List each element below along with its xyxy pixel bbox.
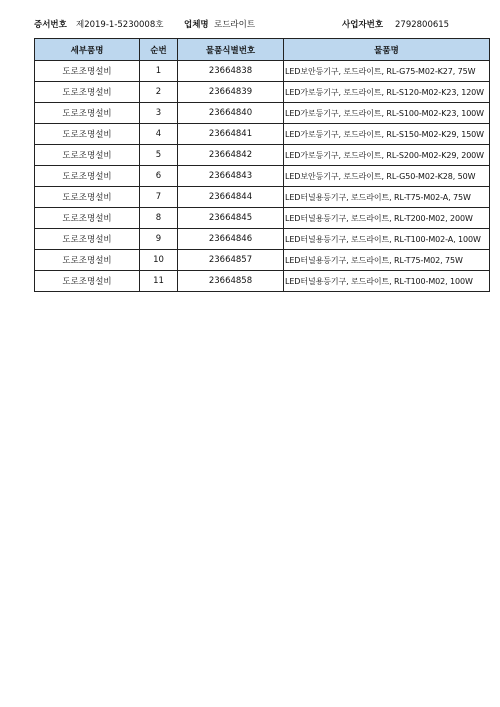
cell-seq: 9 (140, 229, 178, 250)
cell-seq: 8 (140, 208, 178, 229)
cell-item-id: 23664844 (178, 187, 284, 208)
column-header-id: 물품식별번호 (178, 39, 284, 61)
cell-seq: 6 (140, 166, 178, 187)
document-header (34, 18, 490, 32)
table-row (35, 208, 490, 229)
table-row (35, 124, 490, 145)
cell-category: 도로조명설비 (35, 82, 140, 103)
business-number-value: 2792800615 (395, 20, 450, 30)
certificate-number-value: 제2019-1-5230008호 (76, 20, 164, 30)
cell-item-id: 23664842 (178, 145, 284, 166)
cell-item-name: LED터널용등기구, 로드라이트, RL-T100-M02, 100W (284, 271, 490, 292)
cell-category: 도로조명설비 (35, 208, 140, 229)
cell-category: 도로조명설비 (35, 166, 140, 187)
cell-category: 도로조명설비 (35, 187, 140, 208)
table-row (35, 145, 490, 166)
cell-seq: 2 (140, 82, 178, 103)
company-name-label: 업체명 (184, 20, 209, 30)
table-row (35, 103, 490, 124)
cell-item-name: LED가로등기구, 로드라이트, RL-S150-M02-K29, 150W (284, 124, 490, 145)
cell-category: 도로조명설비 (35, 229, 140, 250)
cell-item-id: 23664846 (178, 229, 284, 250)
cell-category: 도로조명설비 (35, 61, 140, 82)
cell-item-id: 23664858 (178, 271, 284, 292)
cell-item-name: LED터널용등기구, 로드라이트, RL-T100-M02-A, 100W (284, 229, 490, 250)
table-row (35, 61, 490, 82)
cell-item-name: LED터널용등기구, 로드라이트, RL-T75-M02, 75W (284, 250, 490, 271)
cell-seq: 3 (140, 103, 178, 124)
cell-seq: 1 (140, 61, 178, 82)
cell-category: 도로조명설비 (35, 250, 140, 271)
table-row (35, 166, 490, 187)
cell-item-id: 23664845 (178, 208, 284, 229)
table-body (35, 61, 490, 292)
cell-item-id: 23664857 (178, 250, 284, 271)
cell-seq: 10 (140, 250, 178, 271)
cell-seq: 11 (140, 271, 178, 292)
cell-seq: 7 (140, 187, 178, 208)
cell-item-id: 23664838 (178, 61, 284, 82)
cell-item-name: LED터널용등기구, 로드라이트, RL-T200-M02, 200W (284, 208, 490, 229)
cell-category: 도로조명설비 (35, 145, 140, 166)
cell-item-id: 23664843 (178, 166, 284, 187)
cell-item-id: 23664839 (178, 82, 284, 103)
cell-seq: 4 (140, 124, 178, 145)
cell-item-id: 23664841 (178, 124, 284, 145)
column-header-category: 세부품명 (35, 39, 140, 61)
cell-item-name: LED보안등기구, 로드라이트, RL-G75-M02-K27, 75W (284, 61, 490, 82)
certificate-number-label: 증서번호 (34, 20, 67, 30)
table-row (35, 229, 490, 250)
table-row (35, 250, 490, 271)
table-header-row (35, 39, 490, 61)
business-number-label: 사업자번호 (342, 20, 384, 30)
cell-category: 도로조명설비 (35, 103, 140, 124)
column-header-seq: 순번 (140, 39, 178, 61)
cell-category: 도로조명설비 (35, 124, 140, 145)
cell-seq: 5 (140, 145, 178, 166)
company-name-value: 로드라이트 (214, 20, 256, 30)
table-row (35, 187, 490, 208)
column-header-name: 물품명 (284, 39, 490, 61)
cell-category: 도로조명설비 (35, 271, 140, 292)
table-row (35, 82, 490, 103)
cell-item-name: LED가로등기구, 로드라이트, RL-S100-M02-K23, 100W (284, 103, 490, 124)
product-table (34, 38, 490, 292)
cell-item-name: LED보안등기구, 로드라이트, RL-G50-M02-K28, 50W (284, 166, 490, 187)
table-row (35, 271, 490, 292)
cell-item-name: LED가로등기구, 로드라이트, RL-S120-M02-K23, 120W (284, 82, 490, 103)
cell-item-id: 23664840 (178, 103, 284, 124)
cell-item-name: LED가로등기구, 로드라이트, RL-S200-M02-K29, 200W (284, 145, 490, 166)
cell-item-name: LED터널용등기구, 로드라이트, RL-T75-M02-A, 75W (284, 187, 490, 208)
